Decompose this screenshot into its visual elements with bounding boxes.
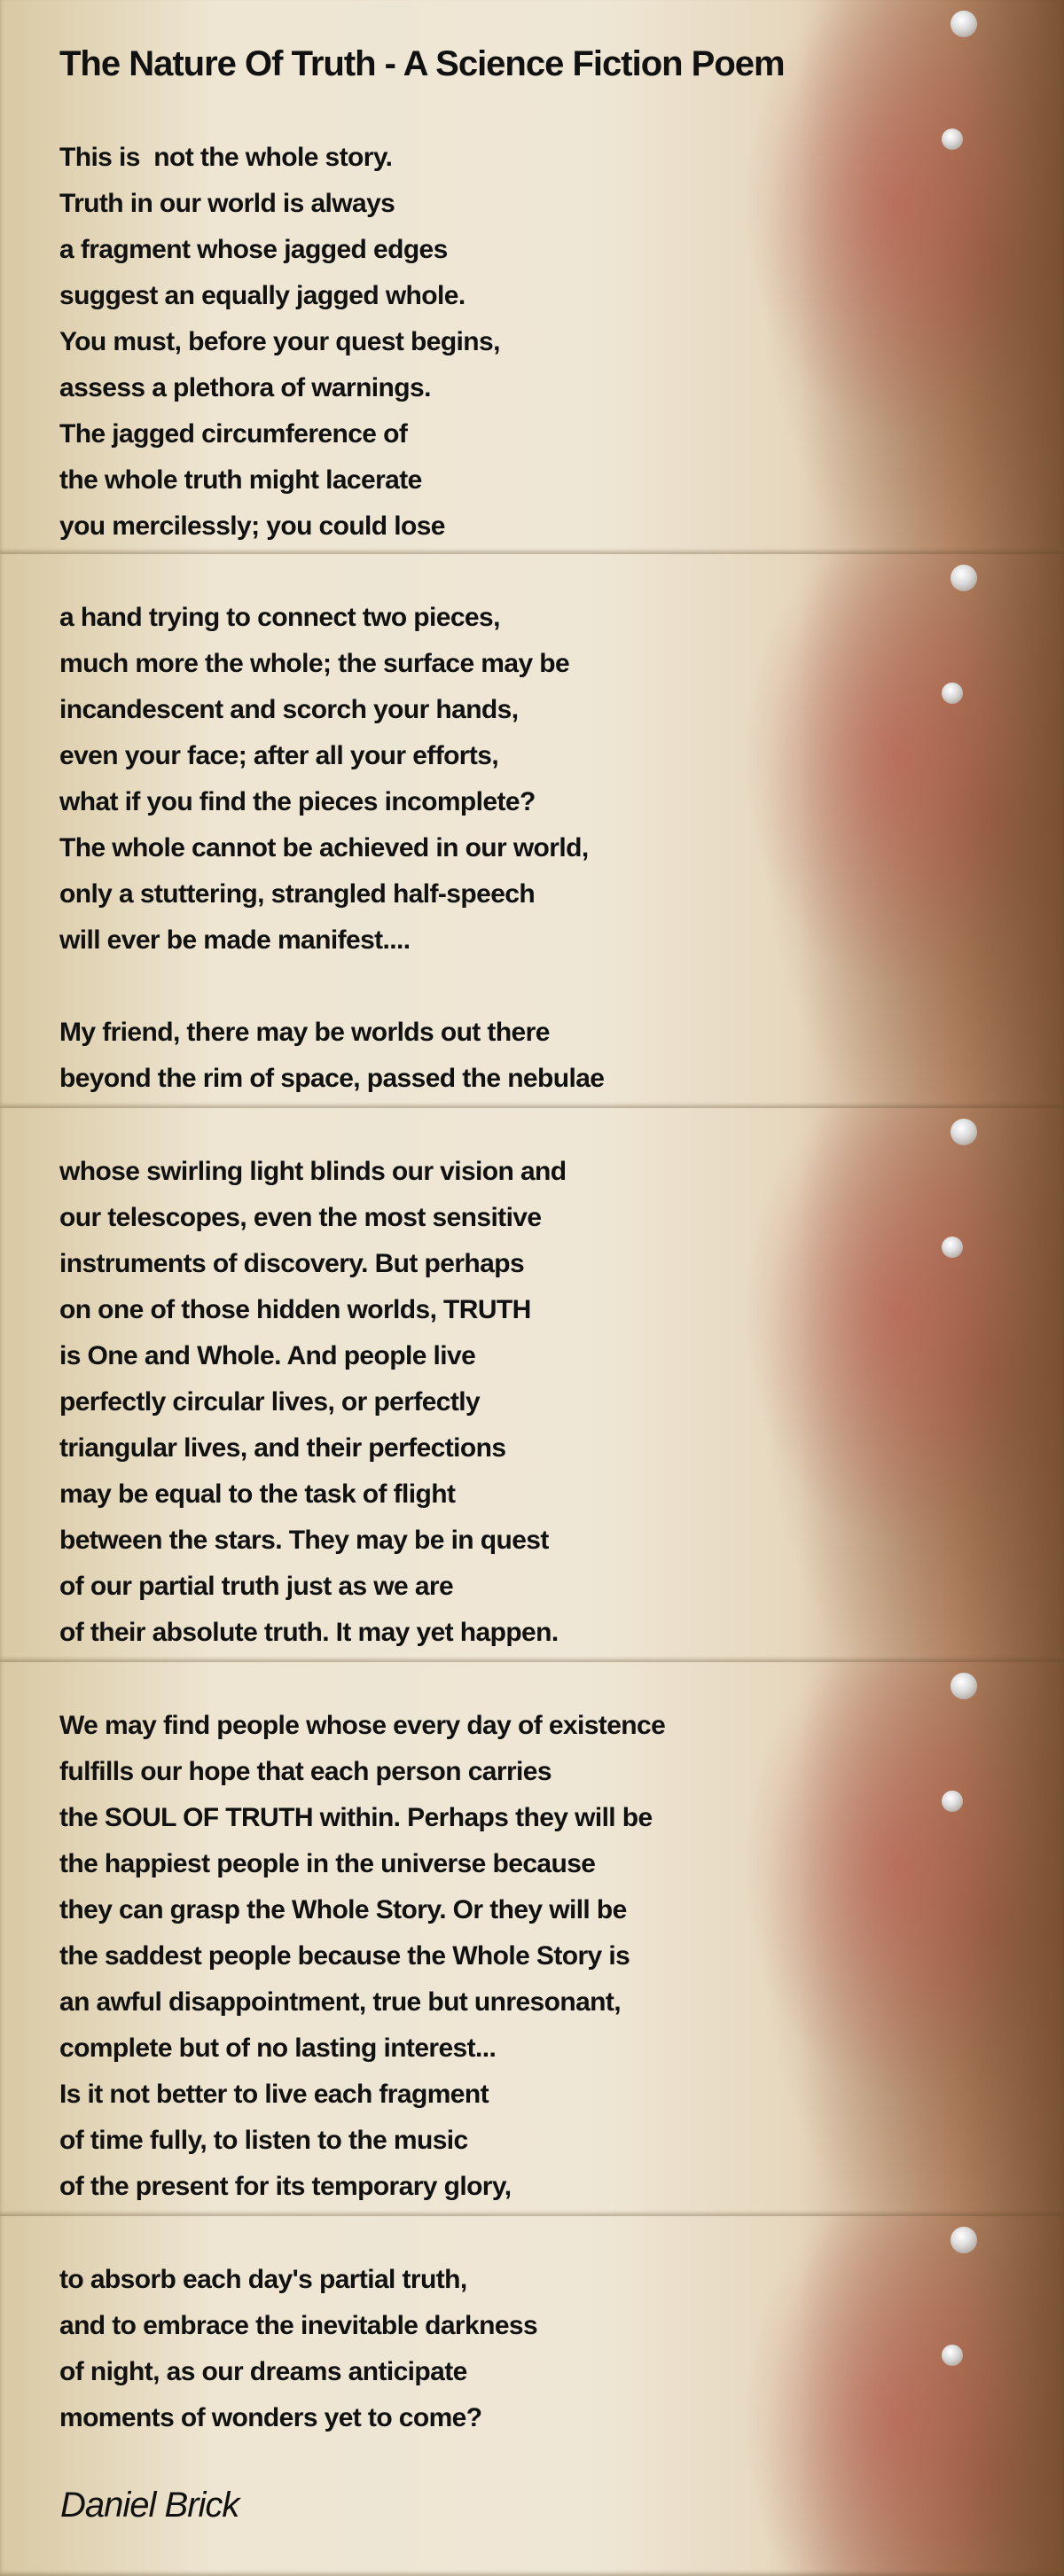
pearl-decoration — [951, 1673, 977, 1699]
poem-line: suggest an equally jagged whole. — [59, 281, 466, 310]
poem-line: of night, as our dreams anticipate — [59, 2357, 467, 2386]
poem-title: The Nature Of Truth - A Science Fiction Poem — [59, 44, 785, 83]
poem-line: they can grasp the Whole Story. Or they will be — [59, 1895, 627, 1924]
pearl-decoration — [951, 2227, 977, 2253]
author-name: Daniel Brick — [60, 2486, 239, 2525]
poem-line: Truth in our world is always — [59, 189, 395, 218]
poem-line — [59, 964, 604, 1010]
stanza-lines — [59, 1149, 567, 1656]
poem-line: triangular lives, and their perfections — [59, 1433, 506, 1463]
stanza-lines — [59, 1703, 665, 2210]
stanza-lines — [59, 135, 500, 550]
poem-line: beyond the rim of space, passed the nebulae — [59, 1064, 605, 1093]
pearl-decoration — [951, 11, 977, 37]
poem-line: the whole truth might lacerate — [59, 465, 422, 495]
poem-line: on one of those hidden worlds, TRUTH — [59, 1295, 531, 1324]
poem-line: perfectly circular lives, or perfectly — [59, 1387, 481, 1417]
poem-panel-1 — [0, 0, 1064, 554]
pearl-decoration — [942, 683, 963, 704]
poem-line: incandescent and scorch your hands, — [59, 695, 519, 724]
poem-line: of our partial truth just as we are — [59, 1572, 454, 1601]
poem-line: a fragment whose jagged edges — [59, 235, 448, 264]
poem-line: and to embrace the inevitable darkness — [59, 2311, 538, 2340]
poem-line: the happiest people in the universe because — [59, 1849, 596, 1878]
poem-line: only a stuttering, strangled half-speech — [59, 879, 536, 909]
poem-line: We may find people whose every day of existence — [59, 1711, 666, 1740]
pearl-decoration — [951, 565, 977, 591]
poem-line: the SOUL OF TRUTH within. Perhaps they will be — [59, 1803, 653, 1832]
poem-line: of time fully, to listen to the music — [59, 2126, 468, 2155]
poem-line: The jagged circumference of — [59, 419, 408, 449]
poem-line: an awful disappointment, true but unresonant, — [59, 1987, 622, 2017]
stanza-lines — [59, 595, 604, 1102]
pearl-decoration — [942, 129, 963, 150]
poem-panel-2 — [0, 554, 1064, 1108]
poem-line: a hand trying to connect two pieces, — [59, 603, 500, 632]
poem-line: moments of wonders yet to come? — [59, 2403, 482, 2432]
pearl-decoration — [951, 1119, 977, 1145]
poem-line: to absorb each day's partial truth, — [59, 2265, 467, 2294]
poem-line: even your face; after all your efforts, — [59, 741, 499, 770]
poem-line: you mercilessly; you could lose — [59, 511, 445, 541]
poem-line: the saddest people because the Whole Story is — [59, 1941, 630, 1971]
poem-line: whose swirling light blinds our vision and — [59, 1157, 567, 1186]
poem-line: of the present for its temporary glory, — [59, 2172, 512, 2201]
poem-line: fulfills our hope that each person carries — [59, 1757, 552, 1786]
pearl-decoration — [942, 1237, 963, 1258]
pearl-decoration — [942, 1791, 963, 1812]
poem-panel-5 — [0, 2216, 1064, 2576]
poem-line: instruments of discovery. But perhaps — [59, 1249, 525, 1278]
poem-line: You must, before your quest begins, — [59, 327, 500, 356]
poem-line: of their absolute truth. It may yet happen. — [59, 1618, 559, 1647]
stanza-lines — [59, 2257, 537, 2441]
poem-line: complete but of no lasting interest... — [59, 2033, 497, 2063]
poem-line: between the stars. They may be in quest — [59, 1526, 549, 1555]
poem-line: assess a plethora of warnings. — [59, 373, 431, 402]
poem-line: is One and Whole. And people live — [59, 1341, 476, 1370]
poem-line: My friend, there may be worlds out there — [59, 1018, 550, 1047]
poem-line: will ever be made manifest.... — [59, 925, 411, 955]
poem-panel-3 — [0, 1108, 1064, 1662]
poem-line: what if you find the pieces incomplete? — [59, 787, 536, 816]
poem-line: The whole cannot be achieved in our world, — [59, 833, 589, 863]
pearl-decoration — [942, 2345, 963, 2366]
poem-line: our telescopes, even the most sensitive — [59, 1203, 542, 1232]
poem-line: Is it not better to live each fragment — [59, 2080, 489, 2109]
poem-line: may be equal to the task of flight — [59, 1479, 456, 1509]
poem-line: much more the whole; the surface may be — [59, 649, 570, 678]
poem-line: This is not the whole story. — [59, 143, 393, 172]
poem-panel-4 — [0, 1662, 1064, 2216]
